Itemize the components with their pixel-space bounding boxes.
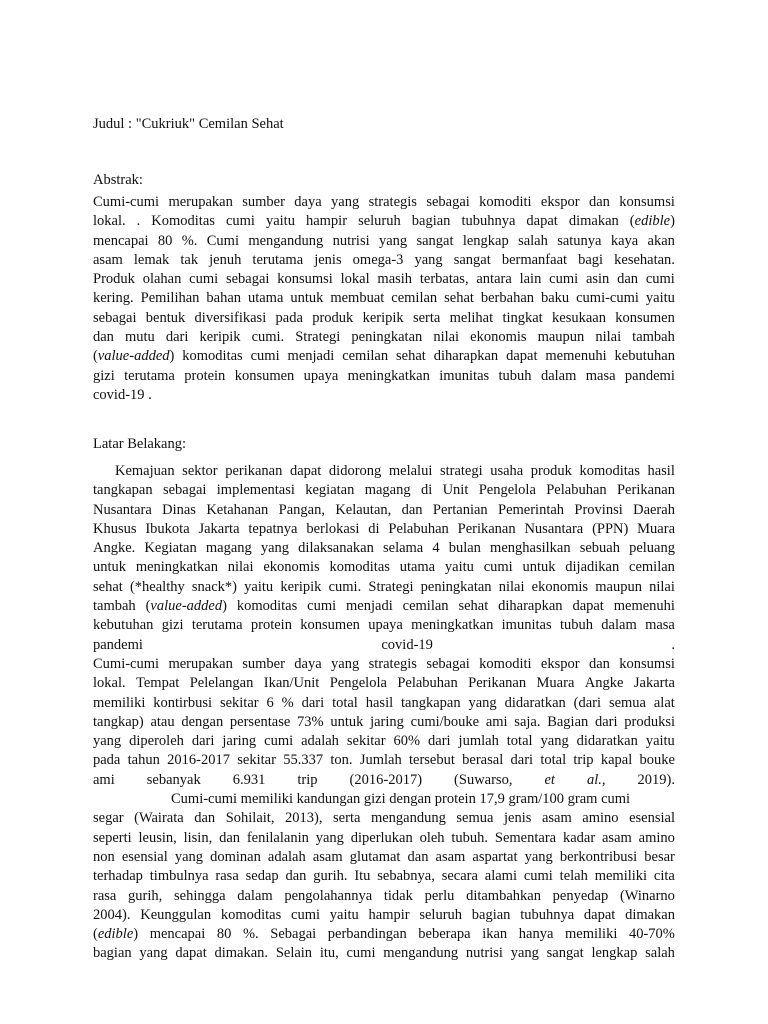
abstract-line: (value-added) komoditas cumi menjadi cemilan sehat diharapkan dapat memenuhi kebutuhan xyxy=(93,348,675,365)
abstract-line: asam lemak tak jenuh terutama jenis omega-3 yang sangat bermanfaat bagi kesehatan. xyxy=(93,251,675,268)
background-paragraphs xyxy=(93,462,675,964)
document-title: Judul : "Cukriuk" Cemilan Sehat xyxy=(93,116,284,132)
latar-line: sehat (*healthy snack*) yaitu keripik cumi. Strategi peningkatan nilai ekonomis maupun nilai xyxy=(93,578,675,595)
latar-line: untuk meningkatkan nilai ekonomis komoditas utama yaitu cumi untuk dijadikan cemilan xyxy=(93,559,675,576)
latar-line: segar (Wairata dan Sohilait, 2013), serta mengandung semua jenis asam amino esensial xyxy=(93,810,675,827)
abstract-line: covid-19 . xyxy=(93,386,152,403)
abstract-line: Produk olahan cumi sebagai konsumsi lokal masih terbatas, antara lain cumi asin dan cumi xyxy=(93,271,675,288)
latar-line: tambah (value-added) komoditas cumi menjadi cemilan sehat diharapkan dapat memenuhi xyxy=(93,598,675,615)
abstract-line: kering. Pemilihan bahan utama untuk membuat cemilan sehat berbahan baku cumi-cumi yaitu xyxy=(93,290,675,307)
latar-line: 2004). Keunggulan komoditas cumi yaitu hampir seluruh bagian tubuhnya dapat dimakan xyxy=(93,906,675,923)
latar-line: Kemajuan sektor perikanan dapat didorong melalui strategi usaha produk komoditas hasil xyxy=(115,463,675,479)
latar-line: tangkapan sebagai implementasi kegiatan magang di Unit Pengelola Pelabuhan Perikanan xyxy=(93,482,675,499)
latar-line: terhadap timbulnya rasa sedap dan gurih. Itu sebabnya, secara alami cumi telah memiliki cita xyxy=(93,868,675,885)
abstract-paragraph xyxy=(93,193,675,405)
latar-line: Cumi-cumi merupakan sumber daya yang strategis sebagai komoditi ekspor dan konsumsi xyxy=(93,655,675,672)
latar-line: Cumi-cumi memiliki kandungan gizi dengan protein 17,9 gram/100 gram cumi xyxy=(171,791,631,808)
latar-line: Angke. Kegiatan magang yang dilaksanakan selama 4 bulan menghasilkan sebuah peluang xyxy=(93,540,675,557)
latar-line: lokal. Tempat Pelelangan Ikan/Unit Pengelola Pelabuhan Perikanan Muara Angke Jakarta xyxy=(93,675,675,692)
latar-line: tangkap) atau dengan persentase 73% untuk jaring cumi/bouke ami saja. Bagian dari produksi xyxy=(93,713,675,730)
abstract-line: gizi terutama protein konsumen upaya meningkatkan imunitas tubuh dalam masa pandemi xyxy=(93,367,675,384)
latar-line: yang diperoleh dari jaring cumi adalah sekitar 60% dari jumlah total yang didaratkan yaitu xyxy=(93,733,675,750)
abstract-line: lokal. . Komoditas cumi yaitu hampir seluruh bagian tubuhnya dapat dimakan (edible) xyxy=(93,213,675,230)
latar-line: kebutuhan gizi terutama protein konsumen upaya meningkatkan imunitas tubuh dalam masa xyxy=(93,617,675,634)
background-heading: Latar Belakang: xyxy=(93,436,186,452)
latar-line: Nusantara Dinas Ketahanan Pangan, Kelautan, dan Pertanian Pemerintah Provinsi Daerah xyxy=(93,501,675,518)
latar-line: rasa gurih, sehingga dalam pengolahannya tidak perlu ditambahkan penyedap (Winarno xyxy=(93,887,675,904)
latar-line: pandemi covid-19 . xyxy=(93,636,675,653)
latar-line: pada tahun 2016-2017 sekitar 55.337 ton. Jumlah tersebut berasal dari total trip kapal bouke xyxy=(93,752,675,769)
abstract-line: sebagai bentuk diversifikasi pada produk keripik serta melihat tingkat kesukaan konsumen xyxy=(93,309,675,326)
latar-line: bagian yang dapat dimakan. Selain itu, cumi mengandung nutrisi yang sangat lengkap salah xyxy=(93,945,675,962)
latar-line: non esensial yang dominan adalah asam glutamat dan asam aspartat yang berkontribusi besar xyxy=(93,848,675,865)
latar-line: Khusus Ibukota Jakarta tepatnya berlokasi di Pelabuhan Perikanan Nusantara (PPN) Muara xyxy=(93,520,675,537)
latar-line: (edible) mencapai 80 %. Sebagai perbandingan beberapa ikan hanya memiliki 40-70% xyxy=(93,926,675,943)
latar-line: seperti leusin, lisin, dan fenilalanin yang diperlukan oleh tubuh. Sementara kadar asam amino xyxy=(93,829,675,846)
abstract-line: dan mutu dari keripik cumi. Strategi peningkatan nilai ekonomis maupun nilai tambah xyxy=(93,329,675,346)
abstract-line: mencapai 80 %. Cumi mengandung nutrisi yang sangat lengkap salah satunya kaya akan xyxy=(93,232,675,249)
latar-line: ami sebanyak 6.931 trip (2016-2017) (Suwarso, et al., 2019). xyxy=(93,771,675,788)
abstract-heading: Abstrak: xyxy=(93,172,143,188)
abstract-line: Cumi-cumi merupakan sumber daya yang strategis sebagai komoditi ekspor dan konsumsi xyxy=(93,194,675,210)
latar-line: memiliki kontirbusi sekitar 6 % dari total hasil tangkapan yang didaratkan (dari semua alat xyxy=(93,694,675,711)
